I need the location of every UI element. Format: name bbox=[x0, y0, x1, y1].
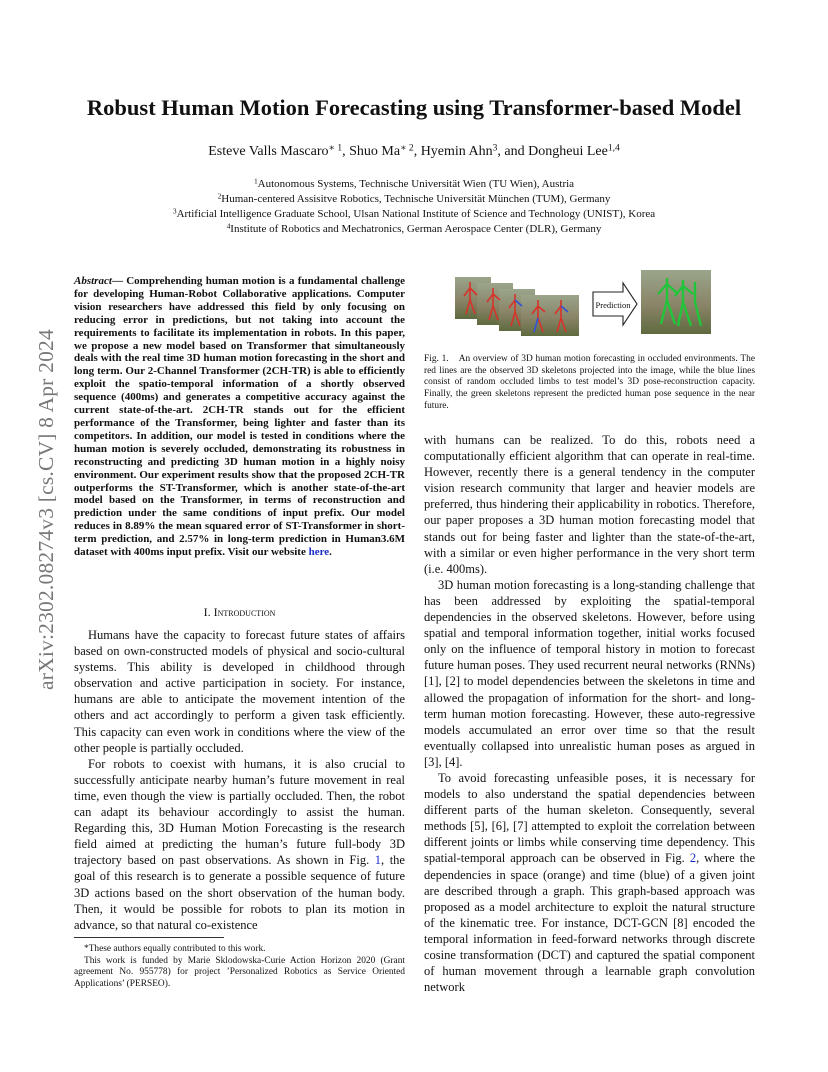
figure-1-caption bbox=[424, 354, 755, 413]
caption-text: An overview of 3D human motion forecasting in occluded environments. The red lines are the observed 3D skeletons projected into the image, while the blue lines consist of random occluded limbs to test model’s 3D pose-reconstruction capacity. Finally, the green skeletons represent the predicted human pose sequence in the near future. bbox=[424, 354, 755, 411]
figure-1 bbox=[455, 268, 755, 336]
author-mark: ∗ 1 bbox=[328, 143, 343, 154]
figure-ref-link[interactable]: 1 bbox=[374, 853, 382, 868]
paragraph-text: For robots to coexist with humans, it is also crucial to successfully anticipate nearby human’s future movement in real time, even though the view is partially occluded. Then, the robot can adapt its behaviour accordingly to assist the human. Regarding this, 3D Human Motion Forecasting is the research field aimed at predicting the human’s future full-body 3D trajectory based on past observations. As shown in Fig. bbox=[74, 756, 405, 868]
affiliation bbox=[0, 192, 828, 207]
affiliation-mark: 3 bbox=[172, 206, 177, 216]
paragraph bbox=[424, 577, 755, 770]
paragraph bbox=[424, 432, 755, 577]
prediction-arrow bbox=[593, 283, 637, 325]
author-name: Esteve Valls Mascaro bbox=[208, 144, 329, 159]
paragraph-text: To avoid forecasting unfeasible poses, it is necessary for models to also understand the spatial dependencies between different parts of the human skeleton. Consequently, several methods [5], [6], [7] attempted to exploit the correlation between different joints or limbs while conserving time dependency. This spatial-temporal approach can be observed in Fig. bbox=[424, 770, 755, 866]
author-list: Esteve Valls Mascaro$^{∗ 1}$, Shuo $Ma^{∗ 2}$, Hyemin Ahn$^3$, and Dongheui Lee$^{1,4}$ bbox=[208, 143, 620, 159]
left-column-body bbox=[74, 627, 405, 933]
paragraph-text: , where the dependencies in space (orange) and time (blue) of a given joint are described through a graph. This graph-based approach was proposed as a model architecture to exploit the natural structure of the kinematic tree. For instance, DCT-GCN [8] encoded the temporal information in feed-forward networks through discrete cosine transformation (DCT) and captured the spatial component of human movement through a learnable graph convolution network bbox=[424, 851, 755, 995]
affiliation bbox=[0, 222, 828, 237]
section-heading-introduction bbox=[74, 605, 405, 620]
prediction-label: Prediction bbox=[595, 300, 631, 310]
affiliation-mark: 2 bbox=[217, 191, 222, 201]
affiliation bbox=[0, 207, 828, 222]
paper-title: Robust Human Motion Forecasting using Transformer-based Model bbox=[86, 95, 742, 120]
arxiv-id-text: arXiv:2302.08274v3 [cs.CV] 8 Apr 2024 bbox=[34, 329, 58, 690]
arxiv-identifier bbox=[14, 290, 58, 690]
footnote: *These authors equally contributed to this work. bbox=[84, 944, 266, 954]
affiliation-text: Artificial Intelligence Graduate School, Ulsan National Institute of Science and Technology (UNIST), Korea bbox=[176, 208, 656, 220]
abstract bbox=[74, 275, 405, 559]
abstract-label: Abstract bbox=[74, 275, 112, 287]
affiliation bbox=[0, 177, 828, 192]
footnotes bbox=[74, 944, 405, 990]
affiliation-mark: 1 bbox=[253, 176, 258, 186]
affiliation-mark: 4 bbox=[226, 221, 231, 231]
paragraph-text: with humans can be realized. To do this, robots need a computationally efficient algorithm that can operate in real-time. However, recently there is a general tendency in the computer vision research community that larger and heavier models are preferred, thus hindering their applicability in robotics. Therefore, our paper proposes a 3D human motion forecasting model that stands out for being faster and lighter than the state-of-the-art, with a similar or even higher performance in the very short term (i.e. 400ms). bbox=[424, 433, 755, 576]
paragraph bbox=[424, 770, 755, 995]
author-name: Hyemin Ahn bbox=[420, 144, 493, 159]
website-link[interactable]: here bbox=[308, 546, 330, 559]
affiliation-text: Institute of Robotics and Mechatronics, German Aerospace Center (DLR), Germany bbox=[230, 223, 602, 235]
author-name: Dongheui Lee bbox=[528, 144, 608, 159]
figure-1-graphic bbox=[455, 268, 755, 336]
paragraph bbox=[74, 627, 405, 756]
author-mark: 1,4 bbox=[607, 143, 620, 154]
footnote-rule bbox=[74, 937, 224, 938]
figure-ref-link[interactable]: 2 bbox=[689, 851, 697, 866]
paragraph bbox=[74, 756, 405, 933]
author-name: Shuo Ma bbox=[349, 144, 401, 159]
abstract-body: Comprehending human motion is a fundamental challenge for developing Human-Robot Collaborative applications. Computer vision researchers have addressed this field by only focusing on reducing error in predictions, but not taking into account the requirements to facilitate its implementation in robots. In this paper, we propose a new model based on Transformer that simultaneously deals with the real time 3D human motion forecasting in the short and long term. Our 2-Channel Transformer (2CH-TR) is able to efficiently exploit the spatio-temporal information of a shortly observed sequence (400ms) and generates a competitive accuracy against the current state-of-the-art. 2CH-TR stands out for the efficient performance of the Transformer, being lighter and faster than its competitors. In addition, our model is tested in conditions where the human motion is severely occluded, demonstrating its robustness in reconstructing and predicting 3D human motion in a highly noisy environment. Our experiment results show that the proposed 2CH-TR outperforms the ST-Transformer, which is another state-of-the-art model based on the Transformer, in terms of reconstruction and prediction under the same conditions of input prefix. Our model reduces in 8.89% the mean squared error of ST-Transformer in short-term prediction, and 2.57% in long-term prediction in Human3.6M dataset with 400ms input prefix. Visit our website bbox=[74, 275, 405, 559]
predicted-frame bbox=[641, 270, 711, 334]
right-column-body bbox=[424, 432, 755, 995]
affiliation-text: Autonomous Systems, Technische Universität Wien (TU Wien), Austria bbox=[257, 178, 575, 190]
footnote: This work is funded by Marie Sklodowska-Curie Action Horizon 2020 (Grant agreement No. 955778) for project ’Personalized Robotics as Service Oriented Applications’ (PERSEO). bbox=[74, 955, 405, 989]
abstract-dash: — bbox=[111, 275, 127, 287]
section-title: Introduction bbox=[213, 605, 276, 619]
abstract-end: . bbox=[329, 546, 332, 559]
caption-label: Fig. 1. bbox=[424, 354, 449, 364]
paragraph-text: Humans have the capacity to forecast future states of affairs based on own-constructed models of physical and socio-cultural systems. This ability is developed in childhood through observation and active participation in society. For instance, humans are able to anticipate the movement intention of the others and act accordingly to perform a given task efficiently. This capacity can even work in conditions where the view of the other people is partially occluded. bbox=[74, 628, 405, 755]
paragraph-text: , the goal of this research is to generate a possible sequence of future 3D actions based on the short observation of the human body. Then, it would be possible for robots to plan its motion in advance, so that natural co-existence bbox=[74, 853, 405, 932]
author-mark: ∗ 2 bbox=[400, 143, 414, 154]
affiliation-text: Human-centered Assisitve Robotics, Technische Universität München (TUM), Germany bbox=[221, 193, 611, 205]
author-mark: 3 bbox=[492, 143, 498, 154]
section-numeral: I. bbox=[203, 605, 214, 619]
paragraph-text: 3D human motion forecasting is a long-standing challenge that has been addressed by exploiting the spatial-temporal dependencies in the observed skeletons. However, before using spatial and temporal information together, initial works focused only on the influence of temporal history in motion to forecast future human poses. They used recurrent neural networks (RNNs) [1], [2] to model dependencies between the skeletons in time and allowed the propagation of information for the short- and long-term human motion forecasting. However, these auto-regressive models accumulated an error over time so that the result eventually collapsed into unrealistic human poses as argued in [3], [4]. bbox=[424, 577, 755, 769]
